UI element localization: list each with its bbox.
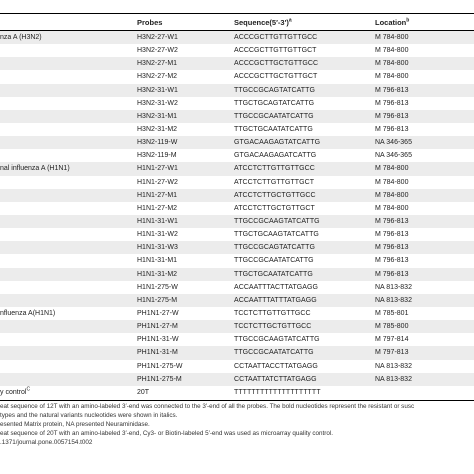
cell-sequence: ACCAATTTACTTATGAGG	[234, 283, 318, 291]
cell-location: M 796-813	[375, 86, 409, 94]
cell-probe: H1N1-31-M2	[137, 270, 178, 278]
cell-sequence: TTGCTGCAATATCATTG	[234, 270, 313, 278]
cell-location: M 796-813	[375, 217, 409, 225]
table-row	[0, 123, 474, 136]
table-row	[0, 254, 474, 267]
cell-probe: H1N1-31-M1	[137, 257, 178, 265]
cell-location: NA 813-832	[375, 296, 412, 304]
footnote-line: .1371/journal.pone.0057154.t002	[0, 439, 93, 447]
cell-probe: H1N1-27-W2	[137, 178, 178, 186]
table-row	[0, 44, 474, 57]
cell-location: M 796-813	[375, 270, 409, 278]
cell-sequence: CCTAATTACCTTATGAGG	[234, 362, 318, 370]
table-footnotes	[0, 403, 474, 448]
cell-probe: PH1N1-27-W	[137, 309, 179, 317]
cell-probe: H1N1-31-W3	[137, 244, 178, 252]
cell-probe: H1N1-31-W2	[137, 231, 178, 239]
cell-probe: H1N1-27-W1	[137, 165, 178, 173]
cell-sequence: TTGCCGCAATATCATTG	[234, 257, 314, 265]
cell-probe: 20T	[137, 388, 150, 396]
cell-location: NA 346-365	[375, 152, 412, 160]
cell-sequence: ATCCTCTTGCTGTTGCC	[234, 191, 316, 199]
cell-probe: H3N2-119-W	[137, 139, 178, 147]
footnote-line: eat sequence of 12T with an amino-labeled 3′-end was connected to the 3′-end of all the probes. The bold nucleotides represent the resistant or susc	[0, 403, 415, 411]
table-row	[0, 307, 474, 320]
table-row	[0, 281, 474, 294]
cell-location: M 784-800	[375, 73, 409, 81]
cell-sequence: TTGCCGCAGTATCATTG	[234, 244, 315, 252]
cell-location: M 784-800	[375, 178, 409, 186]
cell-sequence: TCCTCTTGCTGTTGCC	[234, 323, 312, 331]
header-probes: Probes	[137, 18, 163, 27]
table-row	[0, 360, 474, 373]
footnote-line: eat sequence of 20T with an amino-labeled 3′-end, Cy3- or Biotin-labeled 5′-end was used as microarray quality control.	[0, 430, 334, 438]
table-row	[0, 162, 474, 175]
table-row	[0, 110, 474, 123]
table-row	[0, 215, 474, 228]
cell-location: M 784-800	[375, 165, 409, 173]
cell-sequence: GTGACAAGAGTATCATTG	[234, 139, 321, 147]
table-row	[0, 386, 474, 399]
cell-location: M 784-800	[375, 34, 409, 41]
table-row	[0, 70, 474, 83]
cell-sequence: TTGCCGCAATATCATTG	[234, 112, 314, 120]
table-bottom-rule	[0, 400, 474, 401]
table-row	[0, 333, 474, 346]
table-row	[0, 228, 474, 241]
cell-sequence: ACCCGCTTGTTGTTGCT	[234, 47, 317, 55]
cell-sequence: TTGCCGCAAGTATCATTG	[234, 217, 320, 225]
cell-probe: H1N1-27-M1	[137, 191, 178, 199]
cell-location: NA 813-832	[375, 362, 412, 370]
cell-sequence: ACCCGCTTGCTGTTGCT	[234, 73, 318, 81]
cell-sequence: ACCCGCTTGCTGTTGCC	[234, 60, 319, 68]
table-row	[0, 294, 474, 307]
header-location: Location$^b$	[375, 17, 410, 27]
cell-location: M 797-813	[375, 349, 409, 357]
cell-sequence: ACCAATTTATTTATGAGG	[234, 296, 317, 304]
cell-location: M 796-813	[375, 244, 409, 252]
cell-probe: H3N2-31-W2	[137, 99, 178, 107]
cell-location: M 796-813	[375, 125, 409, 133]
cell-sequence: TTGCCGCAGTATCATTG	[234, 86, 315, 94]
header-sequence: $Sequence(5'-3')^a$	[234, 17, 292, 27]
cell-location: M 796-813	[375, 112, 409, 120]
table-row	[0, 373, 474, 386]
cell-sequence: TTTTTTTTTTTTTTTTTTTT	[234, 388, 321, 396]
cell-probe: H1N1-31-W1	[137, 217, 178, 225]
cell-probe: PH1N1-275-W	[137, 362, 183, 370]
cell-group: nfluenza A(H1N1)	[0, 309, 56, 317]
cell-probe: H1N1-27-M2	[137, 204, 178, 212]
table-row	[0, 176, 474, 189]
table-row	[0, 31, 474, 44]
cell-probe: PH1N1-27-M	[137, 323, 178, 331]
cell-location: NA 813-832	[375, 283, 412, 291]
cell-sequence: CCTAATTATCTTATGAGG	[234, 375, 317, 383]
footnote-line: esented Matrix protein, NA presented Neuraminidase.	[0, 421, 150, 429]
cell-probe: H3N2-27-W1	[137, 34, 178, 41]
table-row	[0, 320, 474, 333]
cell-location: M 797-814	[375, 336, 409, 344]
cell-group: nza A (H3N2)	[0, 34, 42, 41]
cell-sequence: TTGCCGCAATATCATTG	[234, 349, 314, 357]
cell-location: NA 346-365	[375, 139, 412, 147]
table-row	[0, 149, 474, 162]
cell-probe: H3N2-119-M	[137, 152, 177, 160]
table-body	[0, 31, 474, 399]
table-row	[0, 57, 474, 70]
cell-sequence: ATCCTCTTGTTGTTGCC	[234, 165, 315, 173]
cell-location: M 796-813	[375, 231, 409, 239]
cell-location: M 785-800	[375, 323, 409, 331]
table-row	[0, 268, 474, 281]
table-row	[0, 84, 474, 97]
cell-group: y control$^C$	[0, 386, 31, 396]
footnote-line: types and the natural variants nucleotides were shown in italics.	[0, 412, 178, 420]
cell-location: M 796-813	[375, 99, 409, 107]
cell-sequence: ATCCTCTTGCTGTTGCT	[234, 204, 315, 212]
cell-location: M 784-800	[375, 204, 409, 212]
cell-probe: H3N2-31-W1	[137, 86, 178, 94]
cell-probe: H3N2-27-M1	[137, 60, 178, 68]
cell-location: M 784-800	[375, 191, 409, 199]
cell-probe: H3N2-27-W2	[137, 47, 178, 55]
cell-probe: H3N2-31-M1	[137, 112, 178, 120]
table-header	[0, 14, 474, 30]
cell-location: M 784-800	[375, 60, 409, 68]
table-row	[0, 241, 474, 254]
cell-sequence: GTGACAAGAGATCATTG	[234, 152, 317, 160]
table-row	[0, 346, 474, 359]
cell-sequence: TTGCTGCAGTATCATTG	[234, 99, 315, 107]
cell-probe: PH1N1-31-W	[137, 336, 179, 344]
cell-sequence: ATCCTCTTGTTGTTGCT	[234, 178, 315, 186]
cell-location: NA 813-832	[375, 375, 412, 383]
cell-location: M 784-800	[375, 47, 409, 55]
cell-probe: H1N1-275-W	[137, 283, 178, 291]
cell-location: M 785-801	[375, 309, 409, 317]
cell-sequence: TTGCTGCAATATCATTG	[234, 125, 313, 133]
table-row	[0, 189, 474, 202]
cell-probe: H3N2-27-M2	[137, 73, 178, 81]
cell-location: M 796-813	[375, 257, 409, 265]
table-row	[0, 97, 474, 110]
cell-probe: PH1N1-275-M	[137, 375, 182, 383]
cell-group: nal influenza A (H1N1)	[0, 165, 70, 173]
table-row	[0, 202, 474, 215]
cell-probe: H3N2-31-M2	[137, 125, 178, 133]
cell-sequence: ACCCGCTTGTTGTTGCC	[234, 34, 318, 41]
cell-sequence: TCCTCTTGTTGTTGCC	[234, 309, 311, 317]
cell-sequence: TTGCCGCAAGTATCATTG	[234, 336, 320, 344]
cell-probe: PH1N1-31-M	[137, 349, 178, 357]
cell-sequence: TTGCTGCAAGTATCATTG	[234, 231, 319, 239]
cell-probe: H1N1-275-M	[137, 296, 178, 304]
table-row	[0, 136, 474, 149]
